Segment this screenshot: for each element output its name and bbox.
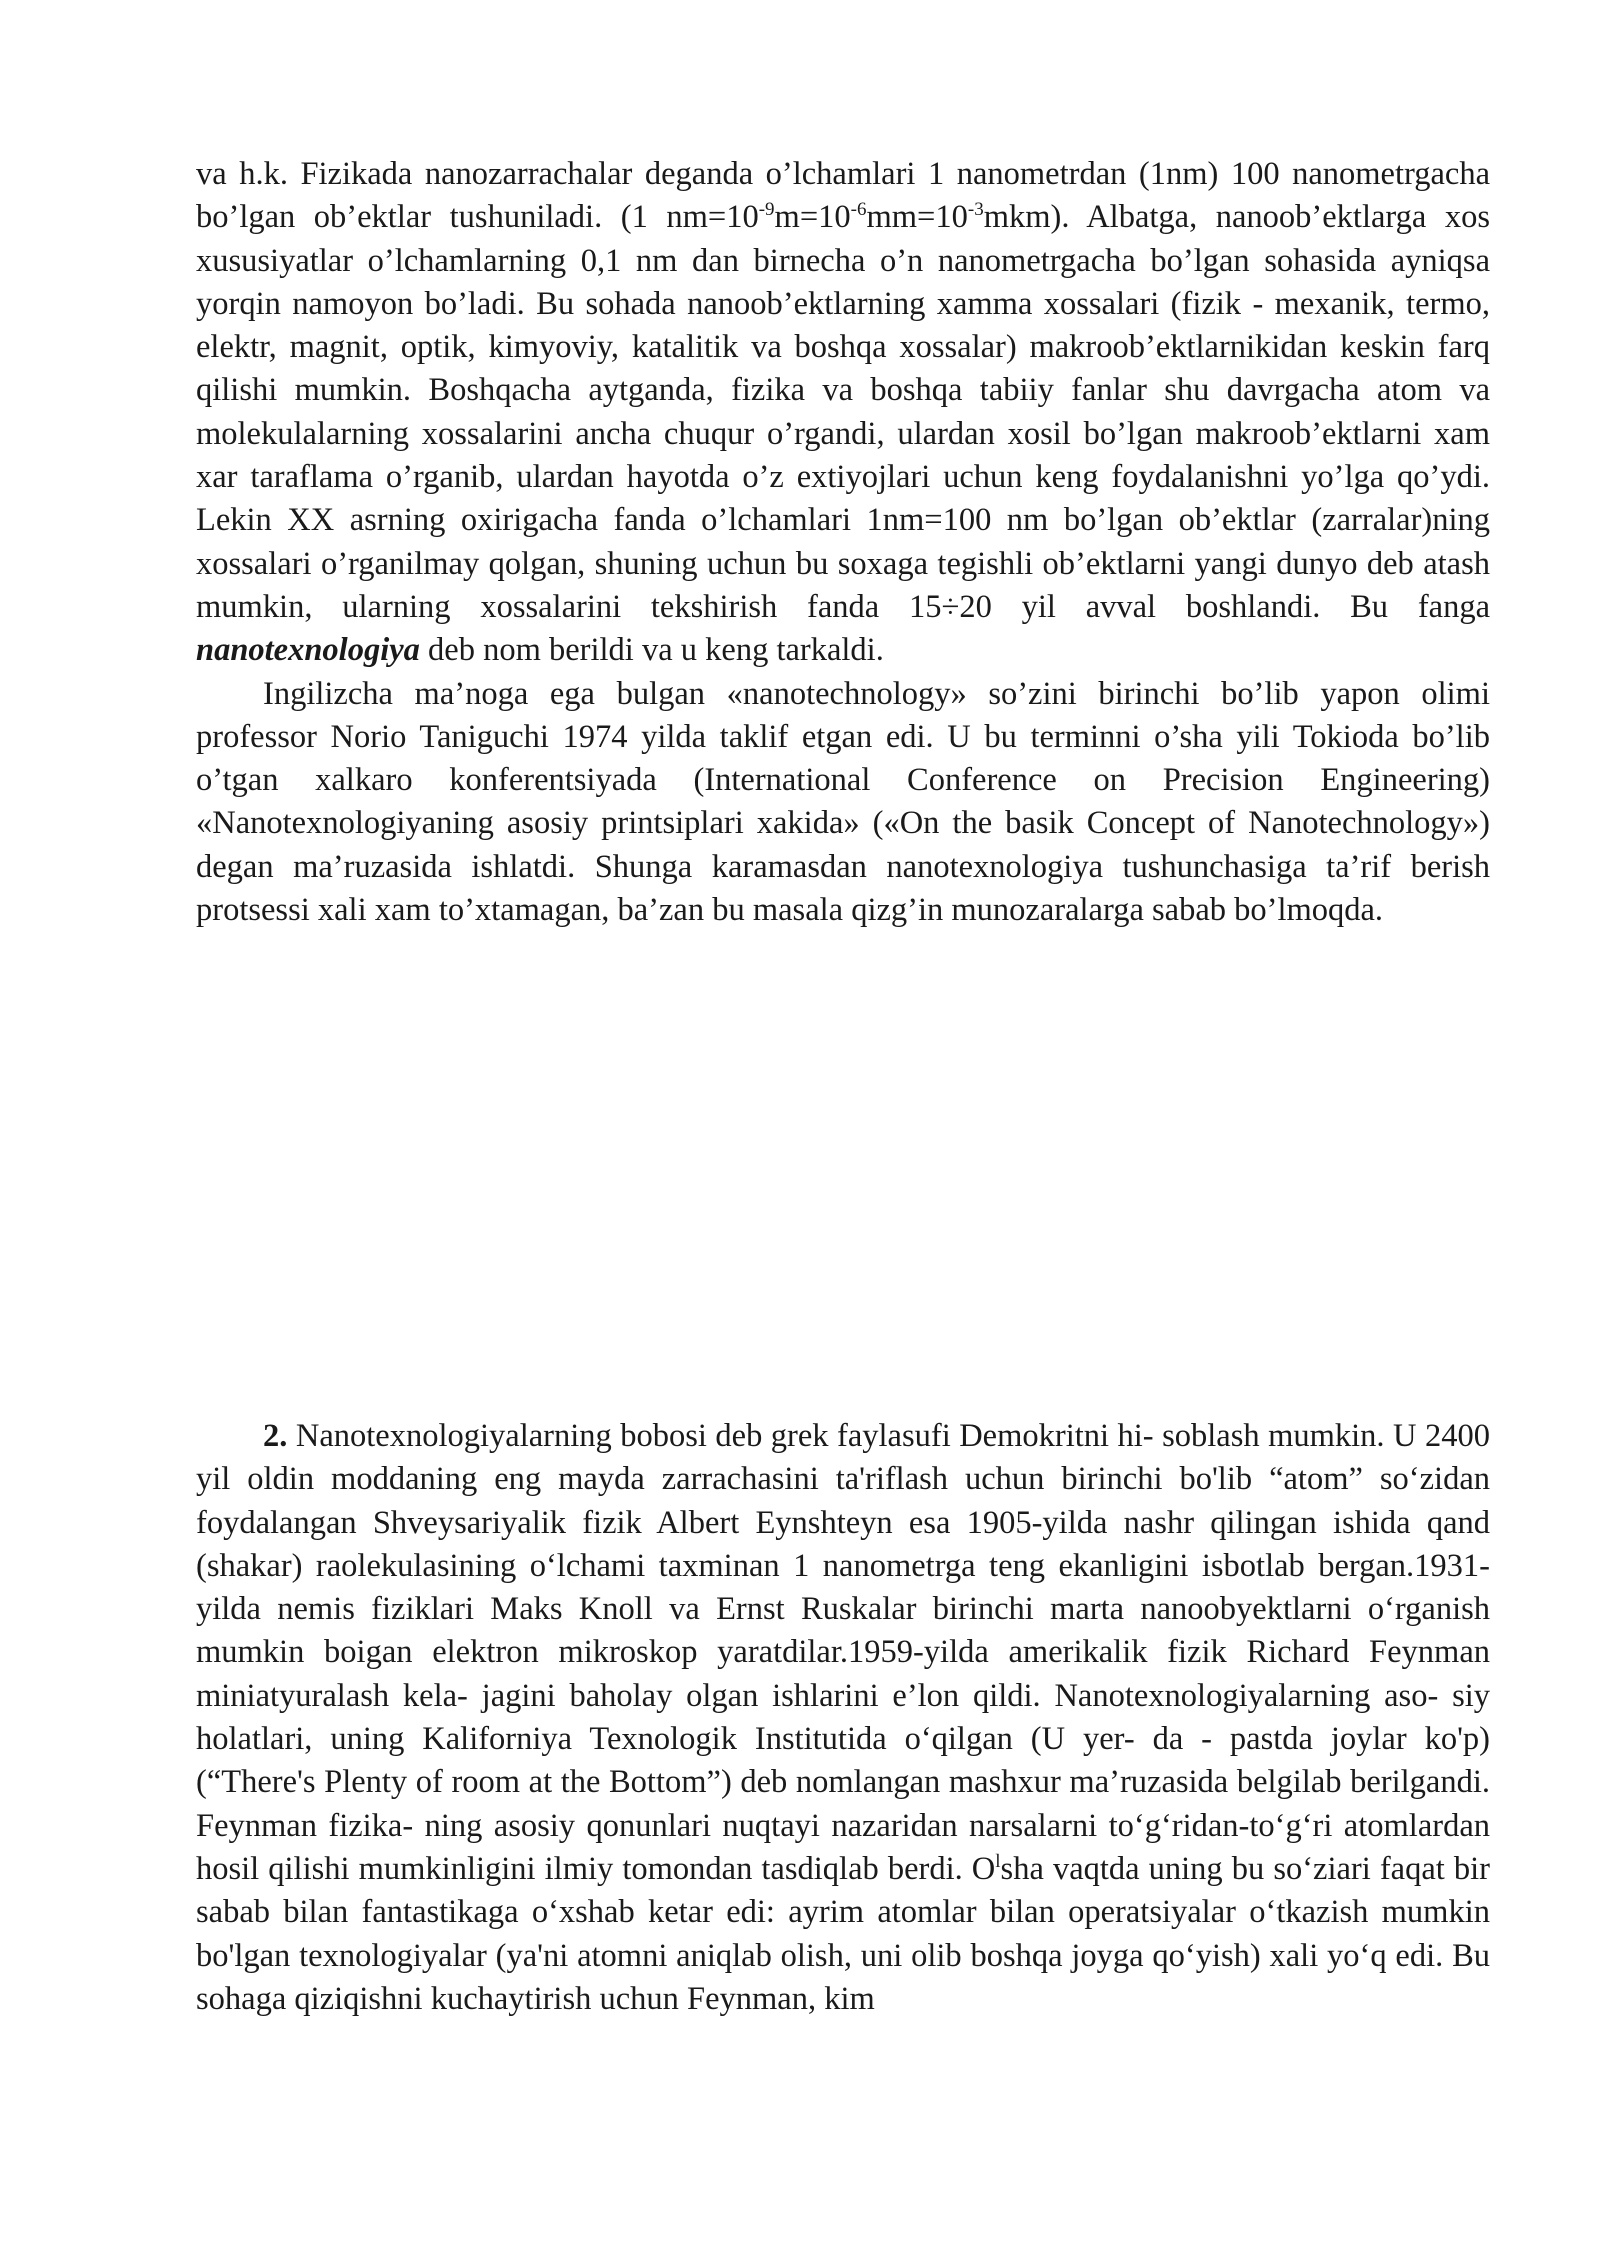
section-number: 2.	[263, 1418, 288, 1454]
text-block-upper	[196, 153, 1490, 932]
paragraph-nanoparticles: va h.k. Fizikada nanozarrachalar deganda o’lchamlari 1 nanometrdan (1nm) 100 nanometrgacha bo’lgan ob’ektlar tushuniladi. (1 $nm=10^{-9}m=10^{-6}mm=10^{-3}mkm$). Albatga, nanoob’ektlarga xos xususiyatlar o’lchamlarning 0,1 nm dan birnecha o’n nanometrgacha bo’lgan sohasida ayniqsa yorqin namoyon bo’ladi. Bu sohada nanoob’ektlarning xamma xossalari (fizik - mexanik, termo, elektr, magnit, optik, kimyoviy, katalitik va boshqa xossalar) makroob’ektlarnikidan keskin farq qilishi mumkin. Boshqacha aytganda, fizika va boshqa tabiiy fanlar shu davrgacha atom va molekulalarning xossalarini ancha chuqur o’rgandi, ulardan xosil bo’lgan makroob’ektlarni xam xar taraflama o’rganib, ulardan hayotda o’z extiyojlari uchun keng foydalanishni yo’lga qo’ydi. Lekin XX asrning oxirigacha fanda o’lchamlari 1nm=100 nm bo’lgan ob’ektlar (zarralar)ning xossalari o’rganilmay qolgan, shuning uchun bu soxaga tegishli ob’ektlarni yangi dunyo deb atash mumkin, ularning xossalarini tekshirish fanda 15÷20 yil avval boshlandi. Bu fanga nanotexnologiya deb nom berildi va u keng tarkaldi.	[196, 156, 1490, 669]
paragraph-taniguchi: Ingilizcha ma’noga ega bulgan «nanotechnology» so’zini birinchi bo’lib yapon olimi professor Norio Taniguchi 1974 yilda taklif etgan edi. U bu terminni o’sha yili Tokioda bo’lib o’tgan xalkaro konferentsiyada (International Conference on Precision Engineering) «Nanotexnologiyaning asosiy printsiplari xakida» («On the basik Concept of Nanotechnology») degan ma’ruzasida ishlatdi. Shunga karamasdan nanotexnologiya tushunchasiga ta’rif berish protsessi xali xam to’xtamagan, ba’zan bu masala qizg’in munozaralarga sabab bo’lmoqda.	[196, 675, 1490, 929]
paragraph-history: 2. Nanotexnologiyalarning bobosi deb grek faylasufi Demokritni hi- soblash mumkin. U 2400 yil oldin moddaning eng mayda zarrachasini ta'riflash uchun birinchi bo'lib “atom” so‘zidan foydalangan Shveysariyalik fizik Albert Eynshteyn esa 1905-yilda nashr qilingan ishida qand (shakar) raolekulasining o‘lchami taxminan 1 nanometrga teng ekanligini isbotlab bergan.1931-yilda nemis fiziklari Maks Knoll va Ernst Ruskalar birinchi marta nanoobyektlarni o‘rganish mumkin boigan elektron mikroskop yaratdilar.1959-yilda amerikalik fizik Richard Feynman miniatyuralash kela- jagini baholay olgan ishlarini e’lon qildi. Nanotexnologiyalarning aso- siy holatlari, uning Kaliforniya Texnologik Institutida o‘qilgan (U yer- da - pastda joylar ko'p) (“There's Plenty of room at the Bottom”) deb nomlangan mashxur ma’ruzasida belgilab berilgandi. Feynman fizika- ning asosiy qonunlari nuqtayi nazaridan narsalarni to‘g‘ridan-to‘g‘ri atomlardan hosil qilishi mumkinligini ilmiy tomondan tasdiqlab berdi. $O^lsha$ vaqtda uning bu so‘ziari faqat bir sabab bilan fantastikaga o‘xshab ketar edi: ayrim atomlar bilan operatsiyalar o‘tkazish mumkin bo'lgan texnologiyalar (ya'ni atomni aniqlab olish, uni olib boshqa joyga qo‘yish) xali yo‘q edi. Bu sohaga qiziqishni kuchaytirish uchun Feynman, kim	[196, 1418, 1490, 2017]
term-nanotexnologiya: nanotexnologiya	[196, 632, 420, 669]
text-block-lower	[196, 1415, 1490, 2021]
